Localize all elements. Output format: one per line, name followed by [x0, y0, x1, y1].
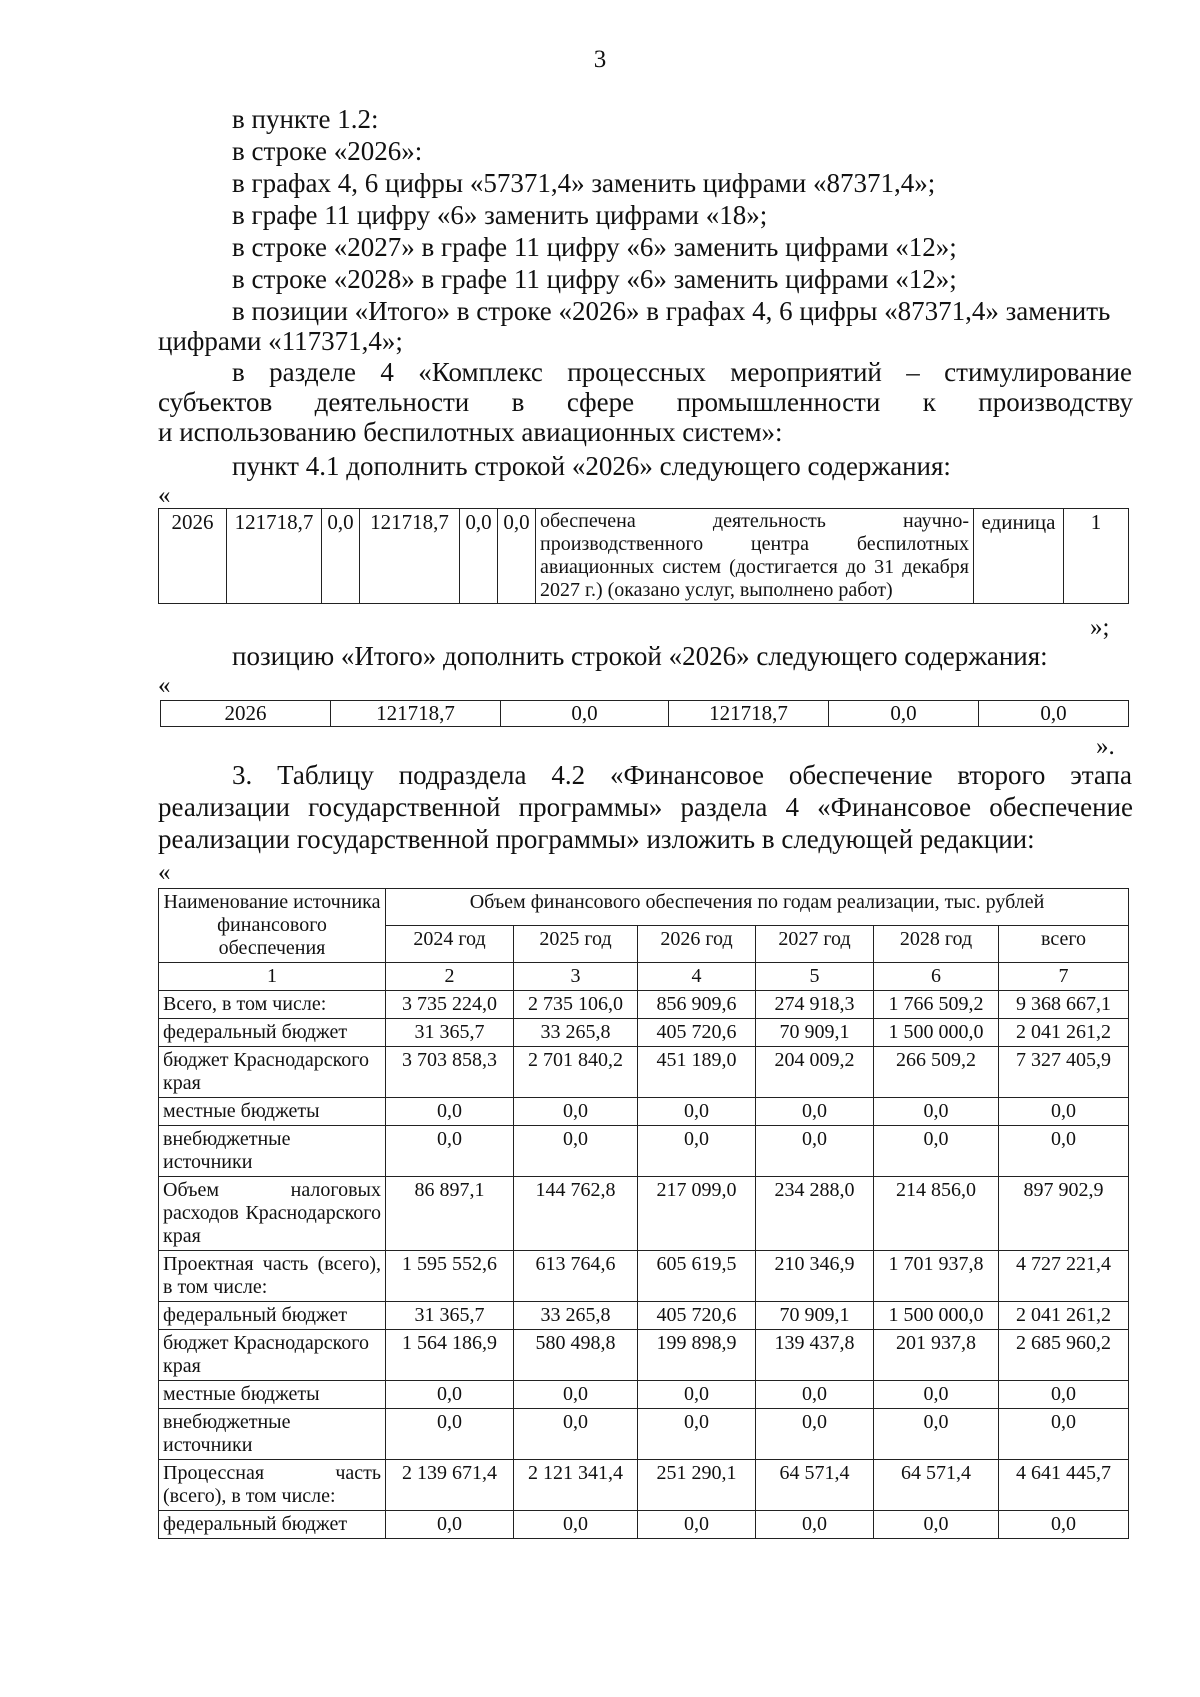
- row-label: внебюджетные источники: [159, 1409, 386, 1460]
- table-row: [159, 1460, 1129, 1511]
- table-cell-value: 251 290,1: [638, 1460, 756, 1511]
- table-cell-value: 199 898,9: [638, 1330, 756, 1381]
- table-cell-value: 214 856,0: [874, 1177, 999, 1251]
- row-label: бюджет Краснодарского края: [159, 1047, 386, 1098]
- table-cell-value: 234 288,0: [756, 1177, 874, 1251]
- table-cell-value: 405 720,6: [638, 1019, 756, 1047]
- table-header-row: [159, 889, 1129, 926]
- table-cell-value: 897 902,9: [999, 1177, 1129, 1251]
- paragraph: в графе 11 цифру «6» заменить цифрами «18»;: [232, 200, 768, 230]
- header-total: всего: [999, 926, 1129, 963]
- table-cell: 0,0: [501, 701, 669, 727]
- table-cell-value: 0,0: [756, 1511, 874, 1539]
- table-cell-value: 1 500 000,0: [874, 1302, 999, 1330]
- paragraph: в графах 4, 6 цифры «57371,4» заменить цифрами «87371,4»;: [232, 168, 936, 198]
- column-number-row: [159, 963, 1129, 991]
- paragraph: реализации государственной программы» раздела 4 «Финансовое обеспечение: [158, 792, 1133, 822]
- header-year: 2026 год: [638, 926, 756, 963]
- paragraph: в пункте 1.2:: [232, 104, 379, 134]
- open-quote: «: [158, 859, 171, 886]
- table-cell-value: 9 368 667,1: [999, 991, 1129, 1019]
- table-cell-value: 31 365,7: [386, 1019, 514, 1047]
- column-number: 2: [386, 963, 514, 991]
- table-cell-value: 0,0: [874, 1381, 999, 1409]
- table-cell-value: 1 564 186,9: [386, 1330, 514, 1381]
- table-cell-value: 0,0: [756, 1381, 874, 1409]
- table-cell-value: 217 099,0: [638, 1177, 756, 1251]
- row-label: местные бюджеты: [159, 1381, 386, 1409]
- table-row: [159, 1177, 1129, 1251]
- paragraph: 3. Таблицу подраздела 4.2 «Финансовое обеспечение второго этапа: [232, 760, 1132, 790]
- table-cell-unit: единица: [974, 509, 1064, 604]
- row-label: Процессная часть (всего), в том числе:: [159, 1460, 386, 1511]
- table-cell-value: 856 909,6: [638, 991, 756, 1019]
- table-cell-value: 0,0: [756, 1409, 874, 1460]
- row-label: местные бюджеты: [159, 1098, 386, 1126]
- table-cell-value: 1 500 000,0: [874, 1019, 999, 1047]
- table-cell-value: 139 437,8: [756, 1330, 874, 1381]
- table-cell-value: 1 701 937,8: [874, 1251, 999, 1302]
- row-label: Проектная часть (всего), в том числе:: [159, 1251, 386, 1302]
- paragraph: в разделе 4 «Комплекс процессных мероприятий – стимулирование: [232, 357, 1132, 387]
- table-cell-value: 2 735 106,0: [514, 991, 638, 1019]
- table-cell-value: 2 701 840,2: [514, 1047, 638, 1098]
- header-name-col: Наименование источника финансового обеспечения: [159, 889, 386, 963]
- table-cell: 2026: [161, 701, 331, 727]
- table-cell-value: 0,0: [874, 1126, 999, 1177]
- financing-table: [158, 888, 1129, 1539]
- row-label: внебюджетные источники: [159, 1126, 386, 1177]
- header-group: Объем финансового обеспечения по годам реализации, тыс. рублей: [386, 889, 1129, 926]
- table-cell-value: 144 762,8: [514, 1177, 638, 1251]
- close-quote: ».: [1096, 733, 1115, 760]
- table-cell-value: 204 009,2: [756, 1047, 874, 1098]
- paragraph: в позиции «Итого» в строке «2026» в графах 4, 6 цифры «87371,4» заменить: [232, 296, 1111, 326]
- table-cell-value: 580 498,8: [514, 1330, 638, 1381]
- table-cell-value: 201 937,8: [874, 1330, 999, 1381]
- table-cell: 1: [1064, 509, 1129, 604]
- table-cell-value: 1 595 552,6: [386, 1251, 514, 1302]
- row-label: федеральный бюджет: [159, 1511, 386, 1539]
- table-cell-value: 0,0: [514, 1381, 638, 1409]
- table-cell-value: 613 764,6: [514, 1251, 638, 1302]
- table-cell-value: 0,0: [756, 1126, 874, 1177]
- table-cell-value: 70 909,1: [756, 1302, 874, 1330]
- table-cell: 0,0: [322, 509, 360, 604]
- table-cell: 2026: [159, 509, 227, 604]
- table-row: [159, 1098, 1129, 1126]
- table-cell-value: 0,0: [638, 1126, 756, 1177]
- header-year: 2028 год: [874, 926, 999, 963]
- table-row: [159, 1302, 1129, 1330]
- table-cell-value: 0,0: [874, 1511, 999, 1539]
- paragraph: в строке «2027» в графе 11 цифру «6» заменить цифрами «12»;: [232, 232, 957, 262]
- table-cell-value: 2 139 671,4: [386, 1460, 514, 1511]
- table-cell-value: 605 619,5: [638, 1251, 756, 1302]
- row-label: Объем налоговых расходов Краснодарского края: [159, 1177, 386, 1251]
- table-cell-value: 7 327 405,9: [999, 1047, 1129, 1098]
- table-cell-value: 0,0: [874, 1098, 999, 1126]
- row-label: Всего, в том числе:: [159, 991, 386, 1019]
- table-cell-value: 2 041 261,2: [999, 1019, 1129, 1047]
- table-cell-value: 4 641 445,7: [999, 1460, 1129, 1511]
- header-year: 2024 год: [386, 926, 514, 963]
- column-number: 3: [514, 963, 638, 991]
- table-row: [159, 1251, 1129, 1302]
- insert-table-total: [160, 700, 1129, 727]
- row-label: федеральный бюджет: [159, 1302, 386, 1330]
- table-cell-value: 64 571,4: [756, 1460, 874, 1511]
- table-cell-value: 0,0: [999, 1381, 1129, 1409]
- open-quote: «: [158, 482, 171, 509]
- table-cell-value: 2 121 341,4: [514, 1460, 638, 1511]
- table-row: [159, 1409, 1129, 1460]
- paragraph: реализации государственной программы» изложить в следующей редакции:: [158, 824, 1035, 854]
- table-cell-value: 2 041 261,2: [999, 1302, 1129, 1330]
- column-number: 6: [874, 963, 999, 991]
- table-cell-description: обеспечена деятельность научно-производственного центра беспилотных авиационных систем (достигается до 31 декабря 2027 г.) (оказано услуг, выполнено работ): [536, 509, 974, 604]
- table-cell-value: 0,0: [386, 1098, 514, 1126]
- table-row: [159, 1330, 1129, 1381]
- table-row: [159, 1019, 1129, 1047]
- table-cell-value: 0,0: [386, 1409, 514, 1460]
- row-label: бюджет Краснодарского края: [159, 1330, 386, 1381]
- table-cell-value: 1 766 509,2: [874, 991, 999, 1019]
- column-number: 1: [159, 963, 386, 991]
- header-year: 2025 год: [514, 926, 638, 963]
- table-cell-value: 0,0: [638, 1381, 756, 1409]
- paragraph: пункт 4.1 дополнить строкой «2026» следующего содержания:: [232, 451, 951, 481]
- paragraph: субъектов деятельности в сфере промышленности к производству: [158, 387, 1133, 417]
- table-cell: 121718,7: [227, 509, 322, 604]
- table-row: [161, 701, 1129, 727]
- table-row: [159, 1381, 1129, 1409]
- table-cell-value: 64 571,4: [874, 1460, 999, 1511]
- table-cell-value: 33 265,8: [514, 1302, 638, 1330]
- insert-table-4-1: [158, 508, 1129, 604]
- table-row: [159, 1126, 1129, 1177]
- table-cell: 0,0: [829, 701, 979, 727]
- table-cell: 0,0: [460, 509, 498, 604]
- table-cell-value: 86 897,1: [386, 1177, 514, 1251]
- header-year: 2027 год: [756, 926, 874, 963]
- table-cell: 121718,7: [360, 509, 460, 604]
- table-cell-value: 274 918,3: [756, 991, 874, 1019]
- table-cell-value: 0,0: [514, 1409, 638, 1460]
- table-cell-value: 0,0: [386, 1126, 514, 1177]
- paragraph: в строке «2026»:: [232, 136, 423, 166]
- table-cell-value: 0,0: [638, 1511, 756, 1539]
- table-cell-value: 0,0: [874, 1409, 999, 1460]
- close-quote: »;: [1090, 614, 1110, 641]
- column-number: 5: [756, 963, 874, 991]
- column-number: 4: [638, 963, 756, 991]
- table-cell-value: 0,0: [999, 1511, 1129, 1539]
- table-cell-value: 0,0: [514, 1098, 638, 1126]
- table-row: [159, 991, 1129, 1019]
- table-cell-value: 0,0: [999, 1098, 1129, 1126]
- table-cell-value: 0,0: [514, 1511, 638, 1539]
- open-quote: «: [158, 672, 171, 699]
- table-cell-value: 0,0: [514, 1126, 638, 1177]
- table-cell-value: 0,0: [999, 1126, 1129, 1177]
- paragraph: в строке «2028» в графе 11 цифру «6» заменить цифрами «12»;: [232, 264, 957, 294]
- table-row: [159, 509, 1129, 604]
- table-cell-value: 0,0: [386, 1511, 514, 1539]
- table-cell-value: 266 509,2: [874, 1047, 999, 1098]
- paragraph: цифрами «117371,4»;: [158, 326, 403, 356]
- table-row: [159, 1511, 1129, 1539]
- table-cell-value: 3 703 858,3: [386, 1047, 514, 1098]
- paragraph: и использованию беспилотных авиационных систем»:: [158, 417, 783, 447]
- table-cell-value: 70 909,1: [756, 1019, 874, 1047]
- table-cell-value: 451 189,0: [638, 1047, 756, 1098]
- page-number: 3: [593, 46, 607, 73]
- table-cell-value: 0,0: [638, 1409, 756, 1460]
- table-cell-value: 405 720,6: [638, 1302, 756, 1330]
- table-cell-value: 0,0: [999, 1409, 1129, 1460]
- table-cell-value: 2 685 960,2: [999, 1330, 1129, 1381]
- table-cell-value: 31 365,7: [386, 1302, 514, 1330]
- table-cell-value: 3 735 224,0: [386, 991, 514, 1019]
- table-cell-value: 4 727 221,4: [999, 1251, 1129, 1302]
- row-label: федеральный бюджет: [159, 1019, 386, 1047]
- table-cell-value: 0,0: [756, 1098, 874, 1126]
- table-cell: 121718,7: [669, 701, 829, 727]
- table-cell-value: 33 265,8: [514, 1019, 638, 1047]
- table-cell-value: 210 346,9: [756, 1251, 874, 1302]
- table-cell-value: 0,0: [386, 1381, 514, 1409]
- column-number: 7: [999, 963, 1129, 991]
- table-cell: 121718,7: [331, 701, 501, 727]
- paragraph: позицию «Итого» дополнить строкой «2026» следующего содержания:: [232, 641, 1048, 671]
- table-cell: 0,0: [498, 509, 536, 604]
- table-cell-value: 0,0: [638, 1098, 756, 1126]
- table-row: [159, 1047, 1129, 1098]
- table-cell: 0,0: [979, 701, 1129, 727]
